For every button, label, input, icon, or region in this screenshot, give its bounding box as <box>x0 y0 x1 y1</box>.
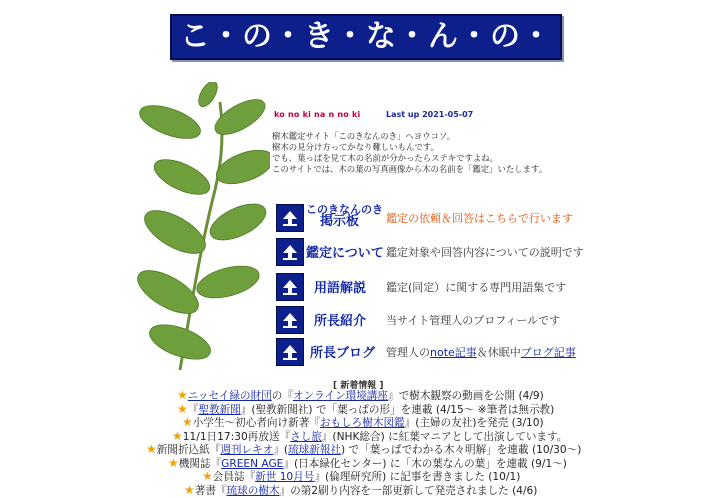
news-item <box>202 470 520 484</box>
star-icon: ★ <box>177 402 188 416</box>
menu-blog-desc <box>386 344 576 360</box>
menu-glossary-label[interactable]: 用語解説 <box>314 281 367 296</box>
blog-desc-pre: 管理人の <box>386 346 430 359</box>
news-link[interactable]: オンライン環境講座 <box>292 390 388 402</box>
news-text: 機関誌『 <box>178 458 222 470</box>
news-text: 』( <box>273 444 289 456</box>
news-link[interactable]: 琉球の樹木 <box>226 485 280 497</box>
news-link[interactable]: 新世 10月号 <box>255 471 315 483</box>
news-item <box>184 484 537 498</box>
news-item <box>177 403 554 417</box>
menu-glossary-desc: 鑑定(同定）に関する専門用語集です <box>386 281 567 294</box>
news-text: 小学生～初心者向け新著『 <box>192 417 320 429</box>
site-name: ko no ki na n no ki <box>274 110 361 119</box>
intro-text <box>272 131 572 175</box>
blog-link[interactable]: ブログ記事 <box>520 346 576 359</box>
note-link[interactable]: note記事 <box>430 346 477 359</box>
news-item <box>168 457 567 471</box>
news-text: 『 <box>187 404 199 416</box>
blog-desc-mid: ＆休眠中 <box>476 346 521 359</box>
news-item <box>177 389 544 403</box>
news-text: 』(主婦の友社)を発売 (3/10) <box>404 417 544 429</box>
news-text: 』(聖教新聞社) で「葉っぱの形」を連載 (4/15～ ※筆者は無示教) <box>240 404 555 416</box>
star-icon: ★ <box>177 388 188 402</box>
news-text: 』で樹木観察の動画を公開 (4/9) <box>388 390 544 402</box>
intro-line: でも、葉っぱを見て木の名前が分かったらステキですよね。 <box>272 153 498 163</box>
news-text: の『 <box>271 390 293 402</box>
news-link[interactable]: 琉球新報社 <box>288 444 341 456</box>
news-link[interactable]: ニッセイ緑の財団 <box>187 390 272 402</box>
star-icon: ★ <box>172 429 183 443</box>
news-item <box>146 443 581 457</box>
news-text: 会員誌『 <box>212 471 256 483</box>
menu-about-label[interactable]: 鑑定について <box>306 246 384 261</box>
star-icon: ★ <box>182 415 193 429</box>
star-icon: ★ <box>184 483 195 497</box>
menu-about-desc: 鑑定対象や回答内容についての説明です <box>386 246 584 259</box>
menu-bbs-label-line1: このきなんのき <box>306 203 383 216</box>
news-text: 』(倫理研究所) に記事を書きました (10/1) <box>314 471 521 483</box>
menu-blog-label[interactable]: 所長ブログ <box>310 346 376 361</box>
news-item <box>182 416 544 430</box>
site-title: こ・の・き・な・ん・の・き <box>180 19 552 100</box>
news-title: [ 新着情報 ] <box>333 381 384 391</box>
news-text: 著書『 <box>194 485 227 497</box>
star-icon: ★ <box>168 456 179 470</box>
news-text: 』(NHK総合) に紅葉マニアとして出演しています。 <box>321 431 568 443</box>
menu-profile-label[interactable]: 所長紹介 <box>314 314 367 329</box>
news-item <box>172 430 567 444</box>
news-text: 新聞折込紙『 <box>156 444 221 456</box>
menu-bbs-label-line2: 掲示板 <box>320 214 360 229</box>
news-link[interactable]: おもしろ樹木図鑑 <box>319 417 405 429</box>
up-arrow-icon[interactable] <box>276 204 304 232</box>
leaf-branch-image <box>120 82 270 372</box>
news-text: 』の第2刷り内容を一部更新して発売されました (4/6) <box>279 485 538 497</box>
menu-bbs-label[interactable] <box>306 204 383 228</box>
news-text: ) で「葉っぱでわかる木々明解」を連載 (10/30～) <box>341 444 582 456</box>
up-arrow-icon[interactable] <box>276 238 304 266</box>
last-update: Last up 2021-05-07 <box>386 110 474 119</box>
news-link[interactable]: 週刊レキオ <box>220 444 274 456</box>
up-arrow-icon[interactable] <box>276 273 304 301</box>
intro-line: 樹木鑑定サイト「このきなんのき」へヨウコソ。 <box>272 131 456 141</box>
news-text: 11/1日17:30再放送『 <box>182 431 291 443</box>
star-icon: ★ <box>146 442 157 456</box>
news-link[interactable]: 聖教新聞 <box>198 404 241 416</box>
menu-bbs-desc: 鑑定の依頼＆回答はこちらで行います <box>386 212 573 225</box>
news-link[interactable]: さし旅 <box>290 431 322 443</box>
intro-line: このサイトでは、木の葉の写真画像から木の名前を「鑑定」いたします。 <box>272 164 548 174</box>
up-arrow-icon[interactable] <box>276 306 304 334</box>
news-link[interactable]: GREEN AGE <box>221 458 284 470</box>
up-arrow-icon[interactable] <box>276 338 304 366</box>
star-icon: ★ <box>202 469 213 483</box>
menu-profile-desc: 当サイト管理人のプロフィールです <box>386 314 561 327</box>
news-text: 』(日本緑化センター) に「木の葉なんの葉」を連載 (9/1～) <box>283 458 567 470</box>
intro-line: 樹木の見分け方ってかなり難しいもんです。 <box>272 142 439 152</box>
